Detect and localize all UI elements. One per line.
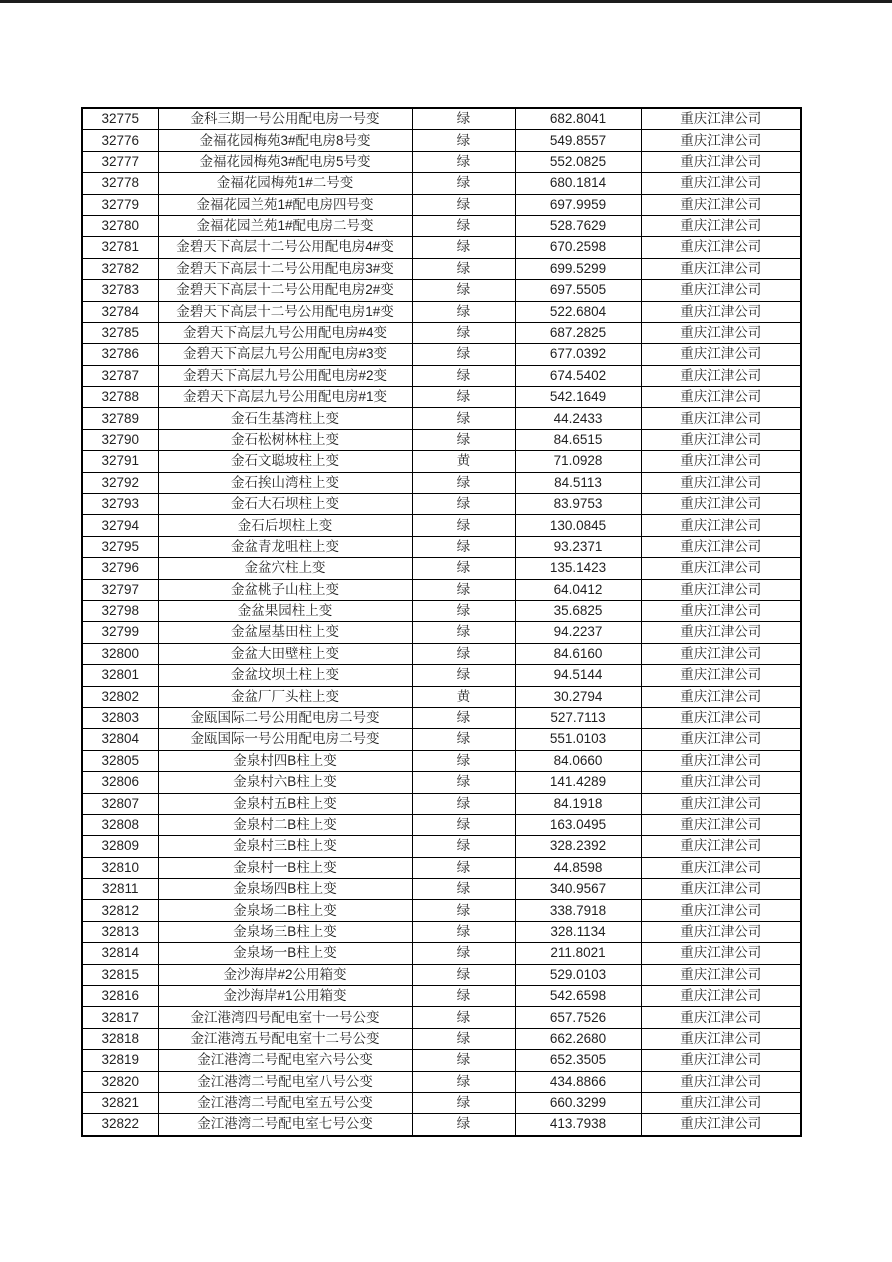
cell-value: 699.5299 [515,258,641,279]
cell-transformer-name: 金泉村五B柱上变 [158,793,412,814]
cell-status: 绿 [412,1071,515,1092]
cell-value: 652.3505 [515,1050,641,1071]
cell-serial-number: 32791 [82,451,158,472]
cell-status: 黄 [412,686,515,707]
cell-company: 重庆江津公司 [641,108,801,130]
cell-company: 重庆江津公司 [641,750,801,771]
cell-status: 绿 [412,494,515,515]
cell-company: 重庆江津公司 [641,900,801,921]
cell-status: 绿 [412,643,515,664]
cell-transformer-name: 金碧天下高层十二号公用配电房2#变 [158,280,412,301]
cell-serial-number: 32777 [82,151,158,172]
cell-serial-number: 32797 [82,579,158,600]
table-row [82,964,801,985]
cell-transformer-name: 金盆穴柱上变 [158,558,412,579]
cell-value: 93.2371 [515,536,641,557]
table-row [82,686,801,707]
cell-serial-number: 32778 [82,173,158,194]
table-row [82,879,801,900]
transformer-table-body [82,108,801,1136]
cell-company: 重庆江津公司 [641,943,801,964]
cell-company: 重庆江津公司 [641,472,801,493]
cell-serial-number: 32803 [82,707,158,728]
cell-serial-number: 32814 [82,943,158,964]
cell-status: 绿 [412,365,515,386]
cell-transformer-name: 金石生基湾柱上变 [158,408,412,429]
table-row [82,258,801,279]
table-row [82,643,801,664]
cell-value: 83.9753 [515,494,641,515]
cell-company: 重庆江津公司 [641,814,801,835]
cell-serial-number: 32808 [82,814,158,835]
cell-serial-number: 32787 [82,365,158,386]
cell-value: 211.8021 [515,943,641,964]
cell-serial-number: 32788 [82,387,158,408]
cell-company: 重庆江津公司 [641,1028,801,1049]
cell-serial-number: 32789 [82,408,158,429]
cell-status: 绿 [412,301,515,322]
cell-transformer-name: 金福花园梅苑3#配电房8号变 [158,130,412,151]
cell-status: 绿 [412,1007,515,1028]
cell-transformer-name: 金福花园兰苑1#配电房四号变 [158,194,412,215]
cell-serial-number: 32783 [82,280,158,301]
cell-status: 绿 [412,1050,515,1071]
table-row [82,408,801,429]
cell-status: 绿 [412,750,515,771]
cell-value: 328.1134 [515,921,641,942]
cell-status: 绿 [412,622,515,643]
table-row [82,921,801,942]
cell-status: 绿 [412,1028,515,1049]
table-row [82,1114,801,1136]
cell-serial-number: 32786 [82,344,158,365]
cell-status: 绿 [412,1092,515,1113]
table-row [82,301,801,322]
cell-status: 绿 [412,515,515,536]
cell-status: 绿 [412,322,515,343]
cell-status: 绿 [412,943,515,964]
cell-value: 529.0103 [515,964,641,985]
table-row [82,1071,801,1092]
cell-serial-number: 32819 [82,1050,158,1071]
cell-serial-number: 32800 [82,643,158,664]
cell-status: 绿 [412,921,515,942]
cell-company: 重庆江津公司 [641,494,801,515]
table-row [82,857,801,878]
table-row [82,943,801,964]
cell-value: 660.3299 [515,1092,641,1113]
table-row [82,900,801,921]
cell-value: 130.0845 [515,515,641,536]
cell-company: 重庆江津公司 [641,579,801,600]
cell-status: 绿 [412,836,515,857]
cell-serial-number: 32820 [82,1071,158,1092]
cell-serial-number: 32794 [82,515,158,536]
cell-value: 551.0103 [515,729,641,750]
cell-company: 重庆江津公司 [641,280,801,301]
cell-transformer-name: 金盆屋基田柱上变 [158,622,412,643]
table-row [82,344,801,365]
table-row [82,836,801,857]
cell-transformer-name: 金碧天下高层九号公用配电房#1变 [158,387,412,408]
cell-transformer-name: 金石松树林柱上变 [158,429,412,450]
table-row [82,151,801,172]
table-row [82,194,801,215]
cell-serial-number: 32775 [82,108,158,130]
cell-status: 绿 [412,408,515,429]
table-row [82,1092,801,1113]
cell-value: 413.7938 [515,1114,641,1136]
cell-company: 重庆江津公司 [641,921,801,942]
cell-status: 绿 [412,130,515,151]
cell-status: 绿 [412,900,515,921]
cell-value: 674.5402 [515,365,641,386]
cell-serial-number: 32793 [82,494,158,515]
cell-status: 绿 [412,793,515,814]
cell-transformer-name: 金盆大田壁柱上变 [158,643,412,664]
cell-status: 绿 [412,772,515,793]
cell-company: 重庆江津公司 [641,879,801,900]
table-row [82,707,801,728]
cell-serial-number: 32804 [82,729,158,750]
cell-company: 重庆江津公司 [641,451,801,472]
cell-transformer-name: 金石后坝柱上变 [158,515,412,536]
cell-value: 527.7113 [515,707,641,728]
cell-transformer-name: 金石文聪坡柱上变 [158,451,412,472]
cell-value: 328.2392 [515,836,641,857]
cell-transformer-name: 金江港湾二号配电室七号公变 [158,1114,412,1136]
cell-company: 重庆江津公司 [641,151,801,172]
cell-serial-number: 32815 [82,964,158,985]
cell-company: 重庆江津公司 [641,1092,801,1113]
cell-company: 重庆江津公司 [641,258,801,279]
cell-status: 绿 [412,986,515,1007]
cell-value: 30.2794 [515,686,641,707]
cell-value: 522.6804 [515,301,641,322]
cell-value: 64.0412 [515,579,641,600]
cell-value: 84.6515 [515,429,641,450]
cell-status: 绿 [412,258,515,279]
cell-value: 697.5505 [515,280,641,301]
cell-value: 687.2825 [515,322,641,343]
cell-value: 135.1423 [515,558,641,579]
cell-status: 绿 [412,600,515,621]
cell-serial-number: 32801 [82,665,158,686]
table-row [82,579,801,600]
cell-transformer-name: 金石挨山湾柱上变 [158,472,412,493]
table-row [82,280,801,301]
cell-status: 绿 [412,558,515,579]
cell-transformer-name: 金科三期一号公用配电房一号变 [158,108,412,130]
table-row [82,729,801,750]
cell-status: 绿 [412,814,515,835]
cell-transformer-name: 金碧天下高层十二号公用配电房3#变 [158,258,412,279]
cell-company: 重庆江津公司 [641,986,801,1007]
cell-status: 绿 [412,215,515,236]
cell-serial-number: 32809 [82,836,158,857]
cell-transformer-name: 金盆青龙咀柱上变 [158,536,412,557]
cell-company: 重庆江津公司 [641,387,801,408]
cell-value: 84.6160 [515,643,641,664]
cell-company: 重庆江津公司 [641,707,801,728]
cell-serial-number: 32817 [82,1007,158,1028]
cell-status: 绿 [412,964,515,985]
cell-transformer-name: 金泉场三B柱上变 [158,921,412,942]
cell-transformer-name: 金泉村二B柱上变 [158,814,412,835]
cell-value: 84.1918 [515,793,641,814]
cell-transformer-name: 金盆果园柱上变 [158,600,412,621]
cell-serial-number: 32799 [82,622,158,643]
cell-company: 重庆江津公司 [641,173,801,194]
cell-status: 绿 [412,429,515,450]
cell-value: 697.9959 [515,194,641,215]
cell-company: 重庆江津公司 [641,237,801,258]
cell-company: 重庆江津公司 [641,1114,801,1136]
cell-company: 重庆江津公司 [641,215,801,236]
cell-transformer-name: 金碧天下高层九号公用配电房#2变 [158,365,412,386]
cell-transformer-name: 金江港湾二号配电室五号公变 [158,1092,412,1113]
cell-company: 重庆江津公司 [641,964,801,985]
cell-company: 重庆江津公司 [641,365,801,386]
cell-serial-number: 32806 [82,772,158,793]
cell-value: 677.0392 [515,344,641,365]
cell-company: 重庆江津公司 [641,1071,801,1092]
cell-transformer-name: 金泉场一B柱上变 [158,943,412,964]
cell-status: 绿 [412,344,515,365]
cell-value: 552.0825 [515,151,641,172]
cell-status: 绿 [412,151,515,172]
table-row [82,173,801,194]
cell-value: 549.8557 [515,130,641,151]
cell-status: 绿 [412,665,515,686]
cell-company: 重庆江津公司 [641,558,801,579]
table-row [82,793,801,814]
table-row [82,387,801,408]
table-row [82,515,801,536]
cell-company: 重庆江津公司 [641,622,801,643]
cell-transformer-name: 金盆厂厂头柱上变 [158,686,412,707]
cell-value: 682.8041 [515,108,641,130]
cell-company: 重庆江津公司 [641,729,801,750]
cell-serial-number: 32810 [82,857,158,878]
table-row [82,772,801,793]
cell-value: 670.2598 [515,237,641,258]
cell-serial-number: 32812 [82,900,158,921]
cell-company: 重庆江津公司 [641,130,801,151]
cell-serial-number: 32781 [82,237,158,258]
cell-company: 重庆江津公司 [641,686,801,707]
cell-value: 35.6825 [515,600,641,621]
cell-company: 重庆江津公司 [641,515,801,536]
cell-company: 重庆江津公司 [641,857,801,878]
cell-status: 绿 [412,1114,515,1136]
cell-serial-number: 32807 [82,793,158,814]
cell-company: 重庆江津公司 [641,665,801,686]
cell-value: 94.2237 [515,622,641,643]
cell-serial-number: 32785 [82,322,158,343]
cell-status: 绿 [412,472,515,493]
cell-serial-number: 32821 [82,1092,158,1113]
cell-transformer-name: 金碧天下高层九号公用配电房#3变 [158,344,412,365]
cell-serial-number: 32782 [82,258,158,279]
cell-transformer-name: 金瓯国际二号公用配电房二号变 [158,707,412,728]
cell-transformer-name: 金沙海岸#2公用箱变 [158,964,412,985]
cell-serial-number: 32816 [82,986,158,1007]
cell-value: 528.7629 [515,215,641,236]
cell-transformer-name: 金福花园梅苑3#配电房5号变 [158,151,412,172]
cell-value: 44.2433 [515,408,641,429]
cell-value: 542.1649 [515,387,641,408]
cell-serial-number: 32795 [82,536,158,557]
cell-transformer-name: 金沙海岸#1公用箱变 [158,986,412,1007]
cell-transformer-name: 金福花园兰苑1#配电房二号变 [158,215,412,236]
cell-transformer-name: 金泉场二B柱上变 [158,900,412,921]
table-row [82,108,801,130]
cell-status: 绿 [412,579,515,600]
cell-company: 重庆江津公司 [641,600,801,621]
table-row [82,558,801,579]
cell-company: 重庆江津公司 [641,408,801,429]
cell-serial-number: 32792 [82,472,158,493]
cell-value: 657.7526 [515,1007,641,1028]
cell-serial-number: 32813 [82,921,158,942]
cell-company: 重庆江津公司 [641,344,801,365]
cell-value: 44.8598 [515,857,641,878]
cell-status: 绿 [412,857,515,878]
cell-serial-number: 32802 [82,686,158,707]
table-row [82,986,801,1007]
cell-status: 绿 [412,173,515,194]
cell-serial-number: 32776 [82,130,158,151]
cell-value: 71.0928 [515,451,641,472]
cell-company: 重庆江津公司 [641,536,801,557]
cell-status: 绿 [412,879,515,900]
cell-status: 黄 [412,451,515,472]
cell-serial-number: 32784 [82,301,158,322]
cell-transformer-name: 金江港湾二号配电室八号公变 [158,1071,412,1092]
transformer-table [81,107,802,1137]
cell-value: 141.4289 [515,772,641,793]
cell-company: 重庆江津公司 [641,772,801,793]
table-row [82,1050,801,1071]
table-row [82,750,801,771]
cell-transformer-name: 金江港湾四号配电室十一号公变 [158,1007,412,1028]
cell-serial-number: 32822 [82,1114,158,1136]
cell-company: 重庆江津公司 [641,793,801,814]
table-row [82,1007,801,1028]
table-row [82,472,801,493]
cell-transformer-name: 金江港湾五号配电室十二号公变 [158,1028,412,1049]
cell-serial-number: 32811 [82,879,158,900]
table-row [82,622,801,643]
cell-value: 94.5144 [515,665,641,686]
cell-transformer-name: 金瓯国际一号公用配电房二号变 [158,729,412,750]
cell-value: 163.0495 [515,814,641,835]
cell-value: 340.9567 [515,879,641,900]
cell-company: 重庆江津公司 [641,194,801,215]
cell-serial-number: 32790 [82,429,158,450]
cell-value: 542.6598 [515,986,641,1007]
table-row [82,494,801,515]
cell-transformer-name: 金泉村六B柱上变 [158,772,412,793]
cell-status: 绿 [412,536,515,557]
cell-transformer-name: 金碧天下高层十二号公用配电房4#变 [158,237,412,258]
table-row [82,451,801,472]
cell-status: 绿 [412,280,515,301]
cell-serial-number: 32805 [82,750,158,771]
cell-value: 338.7918 [515,900,641,921]
cell-status: 绿 [412,729,515,750]
cell-transformer-name: 金泉村一B柱上变 [158,857,412,878]
top-edge-divider [0,0,892,3]
table-row [82,365,801,386]
cell-transformer-name: 金盆桃子山柱上变 [158,579,412,600]
cell-status: 绿 [412,108,515,130]
cell-company: 重庆江津公司 [641,1050,801,1071]
cell-company: 重庆江津公司 [641,1007,801,1028]
cell-transformer-name: 金盆坟坝土柱上变 [158,665,412,686]
cell-transformer-name: 金江港湾二号配电室六号公变 [158,1050,412,1071]
cell-serial-number: 32798 [82,600,158,621]
cell-status: 绿 [412,387,515,408]
table-row [82,322,801,343]
cell-value: 84.0660 [515,750,641,771]
cell-transformer-name: 金泉场四B柱上变 [158,879,412,900]
cell-transformer-name: 金泉村三B柱上变 [158,836,412,857]
table-row [82,237,801,258]
cell-status: 绿 [412,707,515,728]
cell-company: 重庆江津公司 [641,836,801,857]
cell-value: 84.5113 [515,472,641,493]
table-row [82,665,801,686]
cell-serial-number: 32796 [82,558,158,579]
table-row [82,600,801,621]
cell-serial-number: 32818 [82,1028,158,1049]
table-row [82,1028,801,1049]
cell-status: 绿 [412,194,515,215]
table-row [82,429,801,450]
cell-company: 重庆江津公司 [641,643,801,664]
cell-transformer-name: 金石大石坝柱上变 [158,494,412,515]
cell-company: 重庆江津公司 [641,301,801,322]
cell-value: 662.2680 [515,1028,641,1049]
table-row [82,215,801,236]
cell-company: 重庆江津公司 [641,429,801,450]
cell-transformer-name: 金福花园梅苑1#二号变 [158,173,412,194]
cell-serial-number: 32780 [82,215,158,236]
table-row [82,814,801,835]
cell-transformer-name: 金碧天下高层九号公用配电房#4变 [158,322,412,343]
cell-company: 重庆江津公司 [641,322,801,343]
cell-status: 绿 [412,237,515,258]
cell-value: 434.8866 [515,1071,641,1092]
cell-serial-number: 32779 [82,194,158,215]
cell-transformer-name: 金泉村四B柱上变 [158,750,412,771]
cell-transformer-name: 金碧天下高层十二号公用配电房1#变 [158,301,412,322]
table-row [82,536,801,557]
table-row [82,130,801,151]
cell-value: 680.1814 [515,173,641,194]
